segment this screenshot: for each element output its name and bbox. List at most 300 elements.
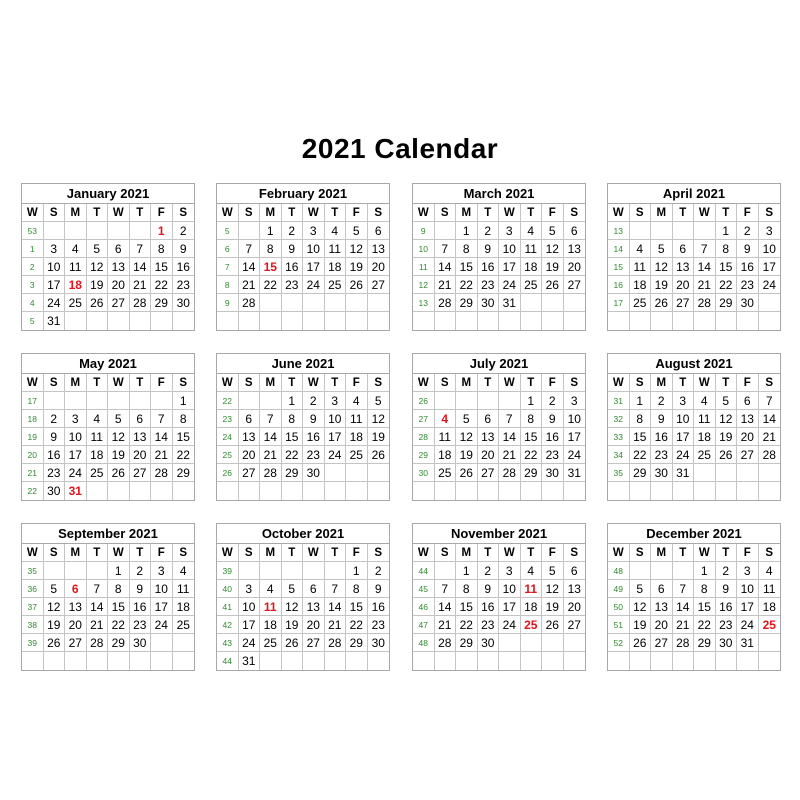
day-cell: 2: [542, 392, 564, 410]
day-cell: [151, 652, 173, 670]
day-cell: [87, 312, 109, 330]
day-cell: [521, 294, 543, 312]
day-cell: 14: [239, 258, 261, 276]
day-cell: 7: [325, 580, 347, 598]
day-cell: 31: [564, 464, 586, 482]
day-cell: [759, 294, 781, 312]
day-cell: 6: [564, 562, 586, 580]
day-cell: 22: [456, 276, 478, 294]
week-number-header: W: [217, 374, 239, 392]
day-cell: [346, 464, 368, 482]
day-cell: 27: [65, 634, 87, 652]
day-cell: [87, 562, 109, 580]
day-cell: 25: [325, 276, 347, 294]
day-cell: [65, 392, 87, 410]
weekday-header: M: [260, 204, 282, 222]
day-cell: [87, 652, 109, 670]
day-cell: 5: [651, 240, 673, 258]
week-number-cell: 17: [608, 294, 630, 312]
day-cell: 19: [456, 446, 478, 464]
day-cell: [499, 392, 521, 410]
day-cell: 14: [130, 258, 152, 276]
day-cell: 18: [521, 258, 543, 276]
weekday-header: S: [630, 204, 652, 222]
day-cell: 8: [521, 410, 543, 428]
weekday-header: W: [108, 544, 130, 562]
month-february: [216, 183, 390, 331]
weekday-header: M: [651, 544, 673, 562]
day-cell: [87, 482, 109, 500]
day-cell: 8: [456, 580, 478, 598]
day-cell: 28: [260, 464, 282, 482]
weekday-header: W: [108, 204, 130, 222]
week-number-cell: 20: [22, 446, 44, 464]
day-cell: [478, 392, 500, 410]
day-cell: 13: [478, 428, 500, 446]
day-cell: 4: [173, 562, 195, 580]
day-cell: 24: [303, 276, 325, 294]
day-cell: 14: [260, 428, 282, 446]
weekday-header: T: [282, 544, 304, 562]
day-cell: 5: [368, 392, 390, 410]
weekday-header: T: [282, 204, 304, 222]
weekday-header: W: [499, 374, 521, 392]
day-cell: [173, 482, 195, 500]
month-july: [412, 353, 586, 501]
day-cell: 25: [435, 464, 457, 482]
day-cell: 16: [303, 428, 325, 446]
day-cell: [325, 294, 347, 312]
day-cell: 1: [521, 392, 543, 410]
weekday-header: T: [87, 544, 109, 562]
day-cell: 29: [521, 464, 543, 482]
day-cell: 14: [435, 598, 457, 616]
week-number-cell: 25: [217, 446, 239, 464]
day-cell: 2: [130, 562, 152, 580]
day-cell: [65, 312, 87, 330]
day-cell: [651, 562, 673, 580]
day-cell: 3: [65, 410, 87, 428]
day-cell: [716, 312, 738, 330]
week-number-cell: 9: [413, 222, 435, 240]
day-cell: 18: [435, 446, 457, 464]
day-cell: 11: [65, 258, 87, 276]
week-number-cell: 44: [413, 562, 435, 580]
day-cell: 24: [325, 446, 347, 464]
day-cell: 12: [44, 598, 66, 616]
day-cell: 12: [630, 598, 652, 616]
weekday-header: F: [151, 544, 173, 562]
week-number-cell: 2: [22, 258, 44, 276]
day-cell: 24: [65, 464, 87, 482]
weekday-header: S: [435, 204, 457, 222]
day-cell: 23: [716, 616, 738, 634]
weekday-header: W: [694, 544, 716, 562]
day-cell: [44, 222, 66, 240]
day-cell: 24: [499, 616, 521, 634]
day-cell: 6: [130, 410, 152, 428]
month-january: [21, 183, 195, 331]
day-cell: 17: [44, 276, 66, 294]
day-cell: [651, 312, 673, 330]
day-cell: 23: [303, 446, 325, 464]
week-number-cell: 51: [608, 616, 630, 634]
day-cell: [303, 562, 325, 580]
day-cell: 8: [716, 240, 738, 258]
day-cell: [325, 312, 347, 330]
week-number-cell: 13: [413, 294, 435, 312]
day-cell: 11: [260, 598, 282, 616]
day-cell: 22: [521, 446, 543, 464]
day-cell: [694, 312, 716, 330]
day-cell: 1: [282, 392, 304, 410]
day-cell: 13: [737, 410, 759, 428]
day-cell: 20: [673, 276, 695, 294]
day-cell: 14: [151, 428, 173, 446]
day-cell: 16: [737, 258, 759, 276]
day-cell: 1: [716, 222, 738, 240]
day-cell: 6: [564, 222, 586, 240]
day-cell: 30: [651, 464, 673, 482]
week-number-cell: 11: [413, 258, 435, 276]
day-cell: 19: [282, 616, 304, 634]
day-cell: 4: [435, 410, 457, 428]
day-cell: 30: [130, 634, 152, 652]
week-number-header: W: [413, 374, 435, 392]
weekday-header: F: [737, 204, 759, 222]
week-number-cell: [22, 652, 44, 670]
weekday-header: T: [325, 204, 347, 222]
day-cell: 8: [260, 240, 282, 258]
day-cell: 21: [325, 616, 347, 634]
day-cell: 28: [759, 446, 781, 464]
day-cell: 30: [737, 294, 759, 312]
day-cell: 19: [716, 428, 738, 446]
week-number-cell: 50: [608, 598, 630, 616]
day-cell: 29: [456, 634, 478, 652]
weekday-header: M: [456, 204, 478, 222]
day-cell: 22: [694, 616, 716, 634]
day-cell: 27: [303, 634, 325, 652]
day-cell: 29: [630, 464, 652, 482]
day-cell: 22: [282, 446, 304, 464]
day-cell: 10: [737, 580, 759, 598]
day-cell: [630, 222, 652, 240]
day-cell: 22: [630, 446, 652, 464]
day-cell: [499, 312, 521, 330]
day-cell: [651, 222, 673, 240]
day-cell: 3: [673, 392, 695, 410]
weekday-header: S: [173, 374, 195, 392]
day-cell: 9: [737, 240, 759, 258]
week-number-header: W: [217, 204, 239, 222]
day-cell: [260, 392, 282, 410]
day-cell: 2: [173, 222, 195, 240]
day-cell: 21: [87, 616, 109, 634]
day-cell: 6: [737, 392, 759, 410]
week-number-cell: 18: [22, 410, 44, 428]
day-cell: 5: [87, 240, 109, 258]
day-cell: 13: [564, 580, 586, 598]
day-cell: 31: [44, 312, 66, 330]
day-cell: 18: [87, 446, 109, 464]
day-cell: 30: [716, 634, 738, 652]
day-cell: [346, 294, 368, 312]
day-cell: [694, 222, 716, 240]
week-number-cell: [608, 482, 630, 500]
day-cell: 16: [716, 598, 738, 616]
day-cell: 4: [759, 562, 781, 580]
week-number-cell: 36: [22, 580, 44, 598]
day-cell: 21: [435, 616, 457, 634]
week-number-cell: 39: [217, 562, 239, 580]
day-cell: 3: [303, 222, 325, 240]
week-number-cell: 13: [608, 222, 630, 240]
day-cell: 5: [108, 410, 130, 428]
day-cell: 27: [651, 634, 673, 652]
day-cell: 5: [44, 580, 66, 598]
weekday-header: S: [44, 204, 66, 222]
day-cell: 18: [759, 598, 781, 616]
day-cell: 13: [108, 258, 130, 276]
day-cell: 19: [630, 616, 652, 634]
day-cell: [151, 482, 173, 500]
day-cell: 7: [673, 580, 695, 598]
day-cell: [130, 312, 152, 330]
day-cell: 1: [456, 222, 478, 240]
week-number-cell: 53: [22, 222, 44, 240]
day-cell: [173, 312, 195, 330]
day-cell: 18: [325, 258, 347, 276]
weekday-header: S: [44, 374, 66, 392]
month-title: July 2021: [413, 354, 585, 374]
day-cell: 20: [65, 616, 87, 634]
day-cell: 11: [87, 428, 109, 446]
day-cell: 27: [108, 294, 130, 312]
day-cell: 9: [44, 428, 66, 446]
week-number-cell: 34: [608, 446, 630, 464]
weekday-header: F: [151, 204, 173, 222]
day-cell: 29: [716, 294, 738, 312]
day-cell: [673, 562, 695, 580]
day-cell: 11: [694, 410, 716, 428]
day-cell: 26: [87, 294, 109, 312]
day-cell: 4: [260, 580, 282, 598]
day-cell: 12: [346, 240, 368, 258]
day-cell: 28: [499, 464, 521, 482]
day-cell: 26: [651, 294, 673, 312]
day-cell: 7: [759, 392, 781, 410]
weekday-header: T: [673, 374, 695, 392]
day-cell: 5: [542, 222, 564, 240]
day-cell: 4: [630, 240, 652, 258]
weekday-header: W: [108, 374, 130, 392]
weekday-header: T: [282, 374, 304, 392]
day-cell: 28: [435, 634, 457, 652]
day-cell: 3: [564, 392, 586, 410]
day-cell: 29: [346, 634, 368, 652]
day-cell: [325, 562, 347, 580]
day-cell: 9: [542, 410, 564, 428]
day-cell: 12: [542, 580, 564, 598]
month-september: [21, 523, 195, 671]
day-cell: 3: [737, 562, 759, 580]
day-cell: 19: [368, 428, 390, 446]
week-number-cell: 46: [413, 598, 435, 616]
day-cell: 2: [478, 222, 500, 240]
month-march: [412, 183, 586, 331]
day-cell: 17: [673, 428, 695, 446]
day-cell: 3: [325, 392, 347, 410]
day-cell: [478, 312, 500, 330]
day-cell: 19: [44, 616, 66, 634]
day-cell: 8: [456, 240, 478, 258]
day-cell: 22: [108, 616, 130, 634]
day-cell: 29: [173, 464, 195, 482]
day-cell: 20: [564, 258, 586, 276]
weekday-header: S: [173, 544, 195, 562]
day-cell: 19: [542, 598, 564, 616]
day-cell: 31: [673, 464, 695, 482]
weekday-header: T: [716, 374, 738, 392]
day-cell: [173, 652, 195, 670]
day-cell: [151, 392, 173, 410]
day-cell: [282, 294, 304, 312]
day-cell: [456, 312, 478, 330]
day-cell: 20: [564, 598, 586, 616]
day-cell: 17: [325, 428, 347, 446]
day-cell: 12: [87, 258, 109, 276]
day-cell: 26: [346, 276, 368, 294]
day-cell: [303, 312, 325, 330]
day-cell: 19: [651, 276, 673, 294]
day-cell: 20: [651, 616, 673, 634]
day-cell: [435, 312, 457, 330]
day-cell: [542, 634, 564, 652]
day-cell: 2: [282, 222, 304, 240]
day-cell: [521, 652, 543, 670]
week-number-cell: 15: [608, 258, 630, 276]
weekday-header: M: [651, 374, 673, 392]
day-cell: [521, 312, 543, 330]
day-cell: [260, 294, 282, 312]
day-cell: 16: [44, 446, 66, 464]
day-cell: 13: [65, 598, 87, 616]
month-october: [216, 523, 390, 671]
day-cell: [87, 222, 109, 240]
day-cell: 9: [130, 580, 152, 598]
day-cell: 21: [759, 428, 781, 446]
month-title: August 2021: [608, 354, 780, 374]
day-cell: 20: [478, 446, 500, 464]
day-cell: [478, 482, 500, 500]
weekday-header: T: [87, 374, 109, 392]
week-number-cell: [413, 482, 435, 500]
day-cell: 12: [716, 410, 738, 428]
weekday-header: T: [325, 374, 347, 392]
day-cell: 14: [325, 598, 347, 616]
day-cell: 10: [673, 410, 695, 428]
day-cell: 11: [630, 258, 652, 276]
day-cell: [346, 482, 368, 500]
day-cell: 18: [65, 276, 87, 294]
day-cell: [130, 482, 152, 500]
weekday-header: T: [521, 544, 543, 562]
day-cell: [630, 562, 652, 580]
day-cell: 11: [759, 580, 781, 598]
day-cell: 17: [499, 258, 521, 276]
day-cell: 3: [44, 240, 66, 258]
day-cell: 4: [521, 222, 543, 240]
day-cell: 7: [694, 240, 716, 258]
day-cell: [630, 312, 652, 330]
month-days-grid: [413, 204, 585, 330]
day-cell: 22: [456, 616, 478, 634]
week-number-cell: [413, 652, 435, 670]
day-cell: 13: [368, 240, 390, 258]
month-november: [412, 523, 586, 671]
day-cell: [673, 312, 695, 330]
day-cell: 16: [173, 258, 195, 276]
day-cell: [282, 562, 304, 580]
day-cell: [499, 634, 521, 652]
weekday-header: S: [759, 544, 781, 562]
day-cell: [456, 652, 478, 670]
day-cell: 30: [478, 634, 500, 652]
day-cell: 12: [368, 410, 390, 428]
weekday-header: F: [542, 544, 564, 562]
day-cell: 12: [282, 598, 304, 616]
day-cell: 13: [651, 598, 673, 616]
weekday-header: T: [673, 204, 695, 222]
day-cell: [521, 482, 543, 500]
day-cell: 25: [173, 616, 195, 634]
week-number-cell: 45: [413, 580, 435, 598]
day-cell: [716, 464, 738, 482]
day-cell: 17: [151, 598, 173, 616]
day-cell: 21: [435, 276, 457, 294]
weekday-header: F: [346, 374, 368, 392]
weekday-header: S: [630, 374, 652, 392]
day-cell: [282, 312, 304, 330]
day-cell: 23: [282, 276, 304, 294]
day-cell: 21: [260, 446, 282, 464]
day-cell: 23: [173, 276, 195, 294]
day-cell: 19: [542, 258, 564, 276]
weekday-header: F: [542, 204, 564, 222]
day-cell: 28: [151, 464, 173, 482]
day-cell: [694, 482, 716, 500]
week-number-cell: 28: [413, 428, 435, 446]
day-cell: 8: [151, 240, 173, 258]
day-cell: 14: [759, 410, 781, 428]
week-number-cell: 49: [608, 580, 630, 598]
day-cell: 20: [239, 446, 261, 464]
day-cell: 16: [368, 598, 390, 616]
day-cell: 31: [737, 634, 759, 652]
day-cell: 1: [108, 562, 130, 580]
day-cell: 25: [630, 294, 652, 312]
day-cell: 4: [521, 562, 543, 580]
day-cell: [368, 482, 390, 500]
week-number-header: W: [413, 544, 435, 562]
day-cell: [108, 312, 130, 330]
day-cell: 2: [737, 222, 759, 240]
day-cell: [239, 312, 261, 330]
day-cell: [151, 634, 173, 652]
day-cell: [108, 652, 130, 670]
day-cell: [564, 482, 586, 500]
